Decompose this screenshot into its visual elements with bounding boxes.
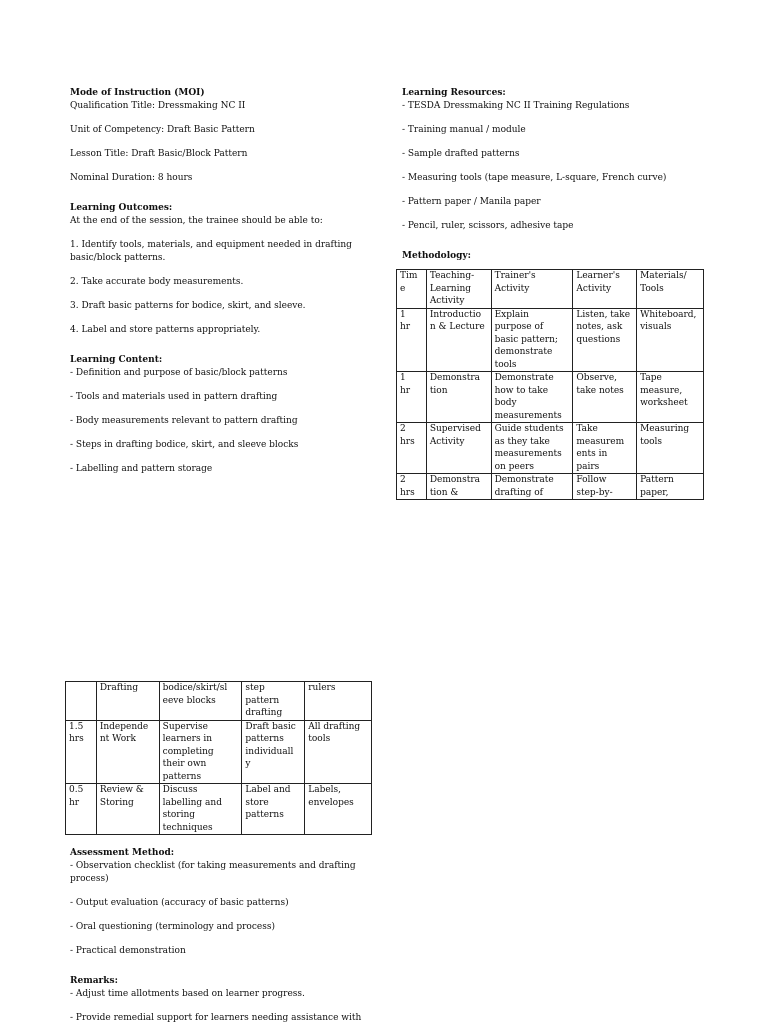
table-row — [397, 474, 704, 500]
left-column — [70, 87, 370, 476]
methodology-table — [396, 269, 704, 500]
table-cell: Label and store patterns — [242, 784, 305, 835]
table-cell: Demonstrate drafting of — [491, 474, 573, 500]
qualification-title: Qualification Title: Dressmaking NC II — [70, 101, 246, 111]
table-cell: 2 hrs — [397, 423, 427, 474]
nominal-duration: Nominal Duration: 8 hours — [70, 173, 193, 183]
outcome-item: 2. Take accurate body measurements. — [70, 277, 244, 287]
table-header-row — [397, 270, 704, 309]
table-cell: 2 hrs — [397, 474, 427, 500]
resource-item: - Pattern paper / Manila paper — [402, 197, 541, 207]
table-cell: 1 hr — [397, 308, 427, 372]
content-item: - Labelling and pattern storage — [70, 464, 213, 474]
table-cell: Demonstra tion — [426, 372, 491, 423]
outcomes-intro: At the end of the session, the trainee should be able to: — [70, 216, 323, 226]
table-row — [397, 423, 704, 474]
outcome-item: 1. Identify tools, materials, and equipment needed in drafting basic/block patterns. — [70, 240, 352, 263]
right-column — [402, 87, 712, 263]
table-cell: 1 hr — [397, 372, 427, 423]
resources-heading: Learning Resources: — [402, 88, 506, 98]
resource-item: - TESDA Dressmaking NC II Training Regulations — [402, 101, 630, 111]
content-item: - Steps in drafting bodice, skirt, and sleeve blocks — [70, 440, 299, 450]
table-row — [66, 784, 372, 835]
assessment-heading: Assessment Method: — [70, 848, 175, 858]
methodology-heading: Methodology: — [402, 251, 471, 261]
table-row — [397, 372, 704, 423]
resource-item: - Pencil, ruler, scissors, adhesive tape — [402, 221, 574, 231]
table-cell: Whiteboard, visuals — [637, 308, 704, 372]
table-cell: Learner's Activity — [573, 270, 637, 309]
resource-item: - Measuring tools (tape measure, L-square, French curve) — [402, 173, 667, 183]
table-row — [66, 720, 372, 784]
table-cell: Demonstrate how to take body measurements — [491, 372, 573, 423]
table-cell: Independe nt Work — [96, 720, 159, 784]
assessment-item: - Observation checklist (for taking measurements and drafting process) — [70, 861, 356, 884]
table-cell: Explain purpose of basic pattern; demonstrate tools — [491, 308, 573, 372]
content-heading: Learning Content: — [70, 355, 163, 365]
methodology-table-continued — [65, 681, 372, 835]
table-cell: Draft basic patterns individuall y — [242, 720, 305, 784]
content-item: - Definition and purpose of basic/block patterns — [70, 368, 288, 378]
table-cell: 0.5 hr — [66, 784, 97, 835]
table-cell: Pattern paper, — [637, 474, 704, 500]
table-cell: Labels, envelopes — [305, 784, 372, 835]
table-cell: Teaching- Learning Activity — [426, 270, 491, 309]
table-row — [66, 682, 372, 721]
table-cell: Observe, take notes — [573, 372, 637, 423]
moi-heading: Mode of Instruction (MOI) — [70, 88, 205, 98]
remarks-heading: Remarks: — [70, 976, 118, 986]
outcome-item: 4. Label and store patterns appropriately. — [70, 325, 261, 335]
assessment-item: - Oral questioning (terminology and process) — [70, 922, 275, 932]
content-item: - Tools and materials used in pattern drafting — [70, 392, 278, 402]
lesson-title: Lesson Title: Draft Basic/Block Pattern — [70, 149, 248, 159]
table-cell: Tim e — [397, 270, 427, 309]
content-item: - Body measurements relevant to pattern drafting — [70, 416, 298, 426]
table-cell: Drafting — [96, 682, 159, 721]
table-cell: bodice/skirt/sl eeve blocks — [159, 682, 242, 721]
table-cell: step pattern drafting — [242, 682, 305, 721]
assessment-item: - Practical demonstration — [70, 946, 186, 956]
outcome-item: 3. Draft basic patterns for bodice, skirt, and sleeve. — [70, 301, 306, 311]
table-cell: Introductio n & Lecture — [426, 308, 491, 372]
table-cell: Measuring tools — [637, 423, 704, 474]
table-cell: Take measurem ents in pairs — [573, 423, 637, 474]
table-row — [397, 308, 704, 372]
table-cell: Review & Storing — [96, 784, 159, 835]
table-cell: Materials/ Tools — [637, 270, 704, 309]
table-cell: Guide students as they take measurements on peers — [491, 423, 573, 474]
table-cell: 1.5 hrs — [66, 720, 97, 784]
table-cell: All drafting tools — [305, 720, 372, 784]
table-cell: Trainer's Activity — [491, 270, 573, 309]
table-cell: rulers — [305, 682, 372, 721]
table-cell: Supervised Activity — [426, 423, 491, 474]
assessment-item: - Output evaluation (accuracy of basic patterns) — [70, 898, 289, 908]
outcomes-heading: Learning Outcomes: — [70, 203, 173, 213]
table-cell: Supervise learners in completing their own patterns — [159, 720, 242, 784]
table-cell: Follow step-by- — [573, 474, 637, 500]
remarks-item: - Adjust time allotments based on learner progress. — [70, 989, 305, 999]
table-cell: Listen, take notes, ask questions — [573, 308, 637, 372]
table-cell — [66, 682, 97, 721]
remarks-item: - Provide remedial support for learners needing assistance with — [70, 1013, 362, 1023]
resource-item: - Sample drafted patterns — [402, 149, 520, 159]
resource-item: - Training manual / module — [402, 125, 526, 135]
table-cell: Demonstra tion & — [426, 474, 491, 500]
unit-of-competency: Unit of Competency: Draft Basic Pattern — [70, 125, 255, 135]
assessment-section — [70, 847, 370, 1025]
table-cell: Tape measure, worksheet — [637, 372, 704, 423]
table-cell: Discuss labelling and storing techniques — [159, 784, 242, 835]
